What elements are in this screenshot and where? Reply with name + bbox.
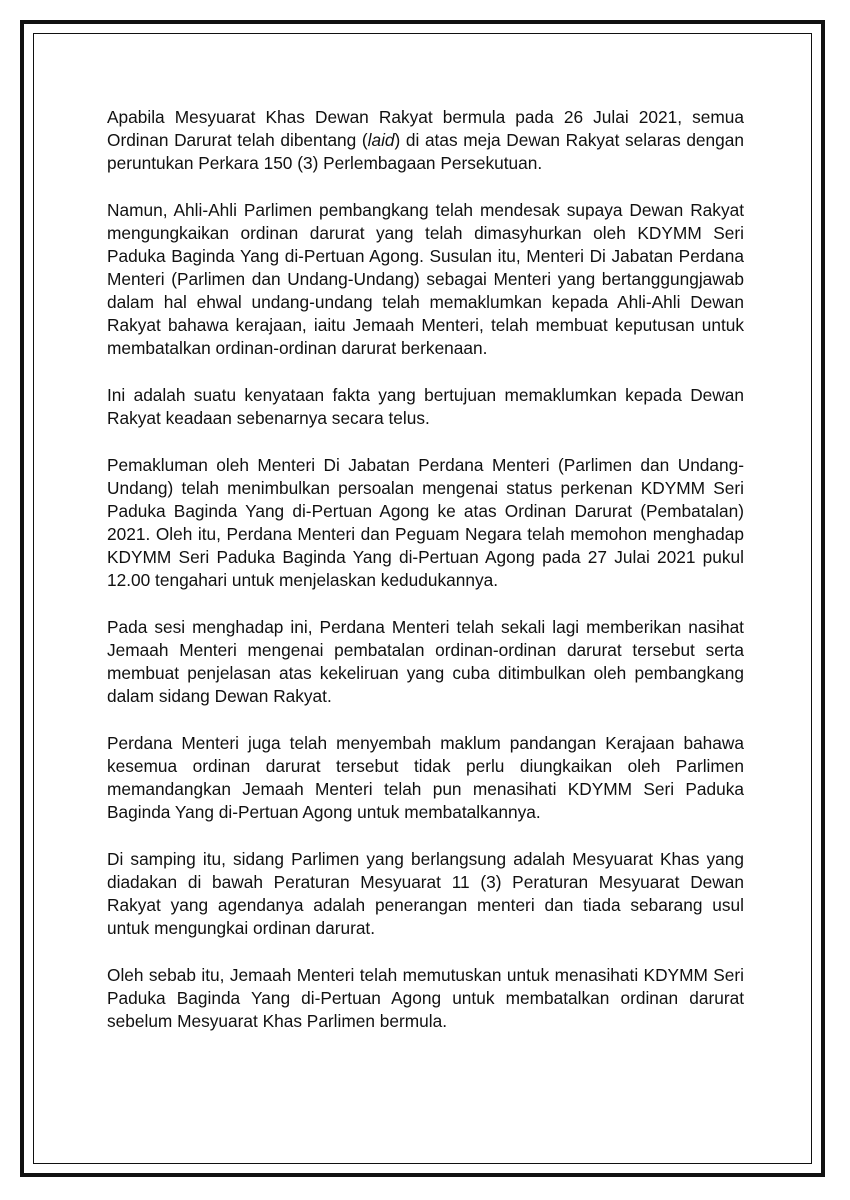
document-body [107,106,744,1033]
paragraph-3: Ini adalah suatu kenyataan fakta yang bertujuan memaklumkan kepada Dewan Rakyat keadaan sebenarnya secara telus. [107,385,744,428]
paragraph-1-italic-term: laid [367,130,395,150]
paragraph-2: Namun, Ahli-Ahli Parlimen pembangkang telah mendesak supaya Dewan Rakyat mengungkaikan ordinan darurat yang telah dimasyhurkan oleh KDYMM Seri Paduka Baginda Yang di-Pertuan Agong. Susulan itu, Menteri Di Jabatan Perdana Menteri (Parlimen dan Undang-Undang) sebagai Menteri yang bertanggungjawab dalam hal ehwal undang-undang telah memaklumkan kepada Ahli-Ahli Dewan Rakyat bahawa kerajaan, iaitu Jemaah Menteri, telah membuat keputusan untuk membatalkan ordinan-ordinan darurat berkenaan. [107,200,744,358]
paragraph-1 [107,106,744,175]
paragraph-7: Di samping itu, sidang Parlimen yang berlangsung adalah Mesyuarat Khas yang diadakan di bawah Peraturan Mesyuarat 11 (3) Peraturan Mesyuarat Dewan Rakyat yang agendanya adalah penerangan menteri dan tiada sebarang usul untuk mengungkai ordinan darurat. [107,849,744,938]
paragraph-8: Oleh sebab itu, Jemaah Menteri telah memutuskan untuk menasihati KDYMM Seri Paduka Baginda Yang di-Pertuan Agong untuk membatalkan ordinan darurat sebelum Mesyuarat Khas Parlimen bermula. [107,965,744,1031]
paragraph-6: Perdana Menteri juga telah menyembah maklum pandangan Kerajaan bahawa kesemua ordinan darurat tersebut tidak perlu diungkaikan oleh Parlimen memandangkan Jemaah Menteri telah pun menasihati KDYMM Seri Paduka Baginda Yang di-Pertuan Agong untuk membatalkannya. [107,733,744,822]
paragraph-1-text-before: Apabila Mesyuarat Khas Dewan Rakyat bermula pada 26 Julai 2021, semua Ordinan Darurat telah dibentang ( [107,107,744,150]
paragraph-4: Pemakluman oleh Menteri Di Jabatan Perdana Menteri (Parlimen dan Undang-Undang) telah menimbulkan persoalan mengenai status perkenan KDYMM Seri Paduka Baginda Yang di-Pertuan Agong ke atas Ordinan Darurat (Pembatalan) 2021. Oleh itu, Perdana Menteri dan Peguam Negara telah memohon menghadap KDYMM Seri Paduka Baginda Yang di-Pertuan Agong pada 27 Julai 2021 pukul 12.00 tengahari untuk menjelaskan kedudukannya. [107,455,744,590]
paragraph-5: Pada sesi menghadap ini, Perdana Menteri telah sekali lagi memberikan nasihat Jemaah Menteri mengenai pembatalan ordinan-ordinan darurat tersebut serta membuat penjelasan atas kekeliruan yang cuba ditimbulkan oleh pembangkang dalam sidang Dewan Rakyat. [107,617,744,706]
paragraph-1-text-after: ) di atas meja Dewan Rakyat selaras dengan peruntukan Perkara 150 (3) Perlembagaan Persekutuan. [107,130,744,173]
